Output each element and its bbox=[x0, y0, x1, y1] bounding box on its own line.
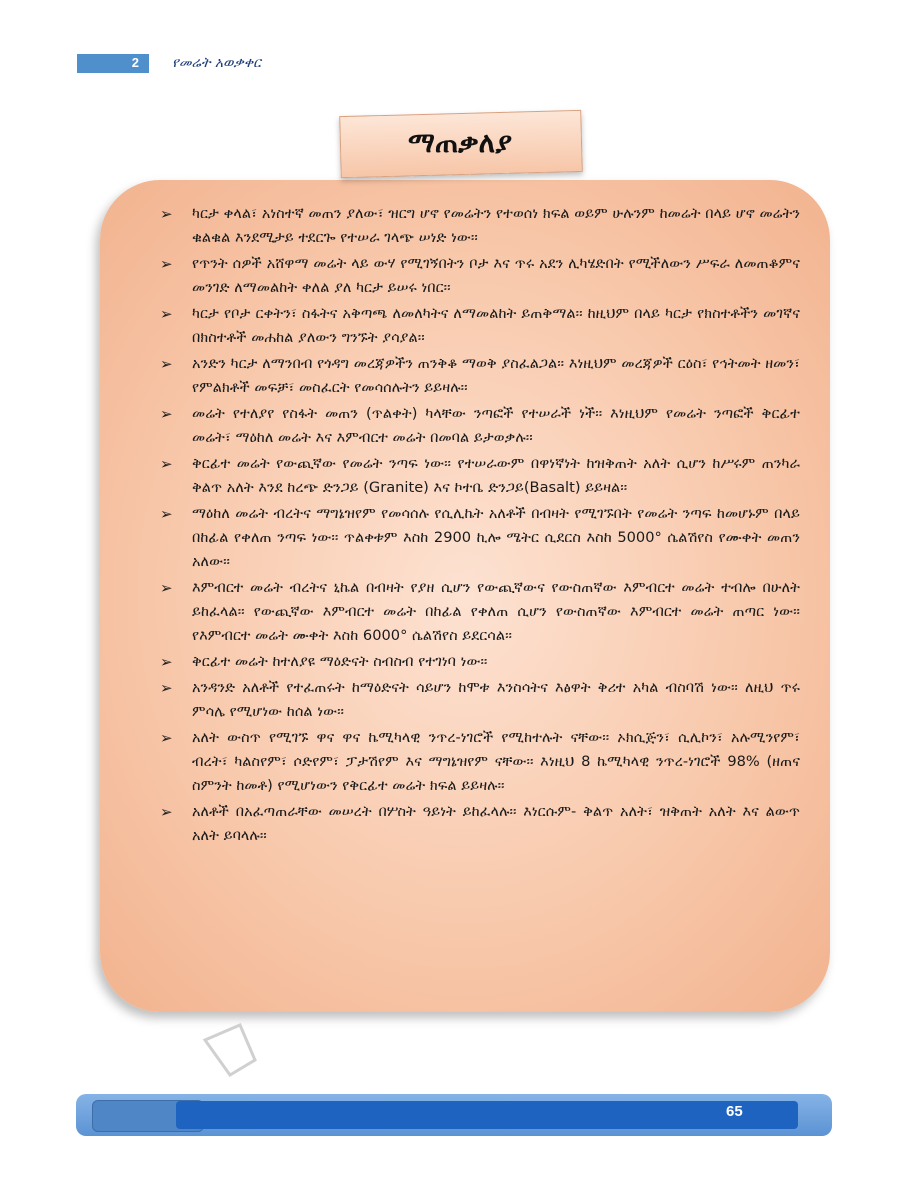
chapter-title: የመሬት አወቃቀር bbox=[172, 55, 261, 71]
list-item: ➢ እምብርተ መሬት ብረትና ኒኬል በብዛት የያዘ ሲሆን የውጪኛውና የውስጠኛው እምብርተ መሬት ተብሎ በሁለት ይከፈላል፡፡ የውጪኛው እምብርተ መሬት በከፊል የቀለጠ ሲሆን የውስጠኛው እምብርተ መሬት ጠጣር ነው፡፡ የእምብርተ መሬት ሙቀት እስከ 6000° ሴልሽየስ ይደርሳል፡፡ bbox=[160, 576, 800, 648]
arrow-bullet-icon: ➢ bbox=[160, 505, 173, 523]
page-tab bbox=[77, 54, 149, 73]
list-item: ➢ መሬት የተለያየ የስፋት መጠን (ጥልቀት) ካላቸው ንጣፎች የተሠራች ነች፡፡ እነዚህም የመሬት ንጣፎች ቅርፊተ መሬት፣ ማዕከለ መሬት እና እምብርተ መሬት በመባል ይታወቃሉ፡፡ bbox=[160, 402, 800, 450]
section-heading: ማጠቃለያ bbox=[407, 126, 513, 159]
list-item: ➢ አንዳንድ አለቶች የተፈጠሩት ከማዕድናት ሳይሆን ከሞቱ እንስሳትና እፅዋት ቅሪተ አካል ብስባሽ ነው፡፡ ለዚህ ጥሩ ምሳሌ የሚሆነው ከሰል ነው፡፡ bbox=[160, 676, 800, 724]
arrow-bullet-icon: ➢ bbox=[160, 803, 173, 821]
arrow-bullet-icon: ➢ bbox=[160, 205, 173, 223]
list-item: ➢ ቅርፊተ መሬት ከተለያዩ ማዕድናት ስብስብ የተገነባ ነው፡፡ bbox=[160, 650, 800, 674]
arrow-bullet-icon: ➢ bbox=[160, 405, 173, 423]
list-item: ➢ አለቶች በአፈጣጠራቸው መሠረት በሦስት ዓይነት ይከፈላሉ፡፡ እነርሱም- ቅልጥ አለት፣ ዝቅጠት አለት እና ልውጥ አለት ይባላሉ፡፡ bbox=[160, 800, 800, 848]
list-item: ➢ ማዕከለ መሬት ብረትና ማግኔዝየም የመሳሰሉ የሲሊኬት አለቶች በብዛት የሚገኙበት የመሬት ንጣፍ ከመሆኑም በላይ በከፊል የቀለጠ ንጣፍ ነው፡፡ ጥልቀቱም እስከ 2900 ኪሎ ሜትር ሲደርስ እስከ 5000° ሴልሽየስ የሙቀት መጠን አለው፡፡ bbox=[160, 502, 800, 574]
summary-list bbox=[160, 202, 800, 850]
list-item: ➢ ቅርፊተ መሬት የውጪኛው የመሬት ንጣፍ ነው፡፡ የተሠራውም በዋነኛነት ከዝቅጠት አለት ሲሆን ከሥሩም ጠንካራ ቅልጥ አለት እንደ ከረጭ ድንጋይ (Granite) እና ኮተቤ ድንጋይ(Basalt) ይይዛል፡፡ bbox=[160, 452, 800, 500]
arrow-bullet-icon: ➢ bbox=[160, 305, 173, 323]
arrow-bullet-icon: ➢ bbox=[160, 653, 173, 671]
decorative-ribbon bbox=[200, 1020, 290, 1080]
arrow-bullet-icon: ➢ bbox=[160, 729, 173, 747]
page-number: 65 bbox=[726, 1103, 743, 1120]
list-item: ➢ አለት ውስጥ የሚገኙ ዋና ዋና ኬሚካላዊ ንጥረ-ነገሮች የሚከተሉት ናቸው፡፡ ኦክሲጅን፣ ሲሊኮን፣ አሉሚንየም፣ ብረት፣ ካልስየም፣ ሶድየም፣ ፓታሽየም እና ማግኔዝየም ናቸው፡፡ እነዚህ 8 ኬሚካላዊ ንጥረ-ነገሮች 98% (ዘጠና ስምንት ከመቶ) የሚሆነውን የቅርፊተ መሬት ክፍል ይይዛሉ፡፡ bbox=[160, 726, 800, 798]
arrow-bullet-icon: ➢ bbox=[160, 679, 173, 697]
list-item: ➢ ካርታ ቀላል፣ አነስተኛ መጠን ያለው፣ ዝርግ ሆኖ የመሬትን የተወሰነ ክፍል ወይም ሁሉንም ከመሬት በላይ ሆኖ መሬትን ቁልቁል እንደሚታይ ተደርጐ የተሠራ ገላጭ ሠነድ ነው፡፡ bbox=[160, 202, 800, 250]
list-item: ➢ አንድን ካርታ ለማንበብ የጎዳግ መረጃዎችን ጠንቅቆ ማወቅ ያስፈልጋል፡፡ እነዚህም መረጃዎች ርዕስ፣ የኅትመት ዘመን፣ የምልክቶች መፍቻ፣ መስፈርት የመሳሰሉትን ይይዛሉ፡፡ bbox=[160, 352, 800, 400]
arrow-bullet-icon: ➢ bbox=[160, 579, 173, 597]
arrow-bullet-icon: ➢ bbox=[160, 455, 173, 473]
list-item: ➢ ካርታ የቦታ ርቀትን፣ ስፋትና አቅጣጫ ለመለካትና ለማመልከት ይጠቅማል፡፡ ከዚህም በላይ ካርታ የክስተቶችን መገኛና በክስተቶች መሐከል ያለውን ግንኙት ያሳያል፡፡ bbox=[160, 302, 800, 350]
page-tab-number: 2 bbox=[131, 55, 139, 70]
arrow-bullet-icon: ➢ bbox=[160, 255, 173, 273]
arrow-bullet-icon: ➢ bbox=[160, 355, 173, 373]
footer-inner-bar bbox=[176, 1101, 798, 1129]
list-item: ➢ የጥንት ሰዎች አሸዋማ መሬት ላይ ውሃ የሚገኝበትን ቦታ እና ጥሩ አደን ሊካሄድበት የሚችለውን ሥፍራ ለመጠቆምና መንገድ ለማመልከት ቀለል ያለ ካርታ ይሠሩ ነበር፡፡ bbox=[160, 252, 800, 300]
